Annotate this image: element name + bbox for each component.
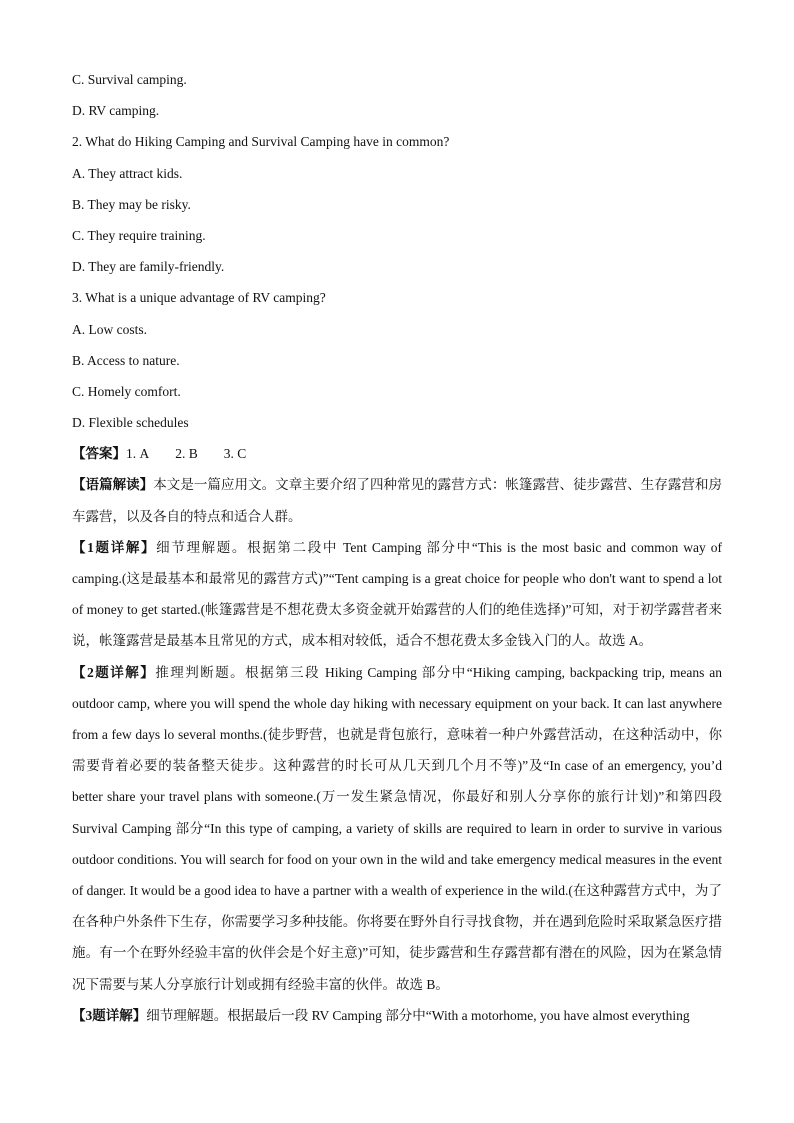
option-q3-a: A. Low costs. [72, 321, 147, 337]
detail-1-text: 细节理解题。根据第二段中 Tent Camping 部分中“This is the most basic and common way of camping.(这是最基本和最常见的露营方式)”“Tent camping is a great choice for people who don't want to spend a lot of money to get started.(帐篷露营是不想花费太多资金就开始露营的人们的绝佳选择)”可知，对于初学露营者来说，帐篷露营是最基本且常见的方式，成本相对较低，适合不想花费太多金钱入门的人。故选 A。 [72, 539, 723, 649]
option-q2-d: D. They are family-friendly. [72, 259, 225, 275]
question-2-stem: 2. What do Hiking Camping and Survival Camping have in common? [72, 134, 450, 150]
detail-3-paragraph [72, 1000, 722, 1031]
detail-3-tag: 【3题详解】 [72, 1007, 147, 1023]
answer-line [72, 438, 722, 469]
option-q3-b: B. Access to nature. [72, 352, 180, 368]
option-q1-d: D. RV camping. [72, 103, 160, 119]
detail-3-text: 细节理解题。根据最后一段 RV Camping 部分中“With a motorhome, you have almost everything [146, 1007, 690, 1023]
option-q2-a: A. They attract kids. [72, 165, 183, 181]
answer-tag: 【答案】 [72, 446, 126, 462]
option-q1-c: C. Survival camping. [72, 72, 187, 87]
option-q2-b: B. They may be risky. [72, 196, 191, 212]
detail-1-tag: 【1题详解】 [72, 539, 157, 555]
option-q3-c: C. Homely comfort. [72, 383, 181, 399]
summary-tag: 【语篇解读】 [72, 477, 154, 493]
summary-text: 本文是一篇应用文。文章主要介绍了四种常见的露营方式：帐篷露营、徒步露营、生存露营和房车露营，以及各自的特点和适合人群。 [72, 477, 723, 524]
summary-paragraph [72, 469, 722, 531]
answer-3: 3. C [223, 446, 247, 462]
option-q3-d: D. Flexible schedules [72, 415, 189, 431]
detail-1-paragraph [72, 532, 722, 657]
answer-2: 2. B [175, 446, 198, 462]
document-page [72, 64, 722, 1031]
option-q2-c: C. They require training. [72, 227, 206, 243]
answer-1: 1. A [126, 446, 150, 462]
detail-2-tag: 【2题详解】 [72, 664, 156, 680]
question-3-stem: 3. What is a unique advantage of RV camping? [72, 290, 326, 306]
detail-2-paragraph [72, 657, 722, 1000]
detail-2-text: 推理判断题。根据第三段 Hiking Camping 部分中“Hiking camping, backpacking trip, means an outdoor camp, where you will spend the whole day hiking with necessary equipment on your back. It can last anywhere from a few days lo several months.(徒步野营，也就是背包旅行，意味着一种户外露营活动，在这种活动中，你需要背着必要的装备整天徒步。这种露营的时长可从几天到几个月不等)”及“In case of an emergency, you’d better share your travel plans with someone.(万一发生紧急情况，你最好和别人分享你的旅行计划)”和第四段 Survival Camping 部分“In this type of camping, a variety of skills are required to learn in order to survive in various outdoor conditions. You will search for food on your own in the wild and take emergency medical measures in the event of danger. It would be a good idea to have a partner with a wealth of experience in the wild.(在这种露营方式中，为了在各种户外条件下生存，你需要学习多种技能。你将要在野外自行寻找食物，并在遇到危险时采取紧急医疗措施。有一个在野外经验丰富的伙伴会是个好主意)”可知，徒步露营和生存露营都有潜在的风险，因为在紧急情况下需要与某人分享旅行计划或拥有经验丰富的伙伴。故选 B。 [72, 664, 722, 992]
